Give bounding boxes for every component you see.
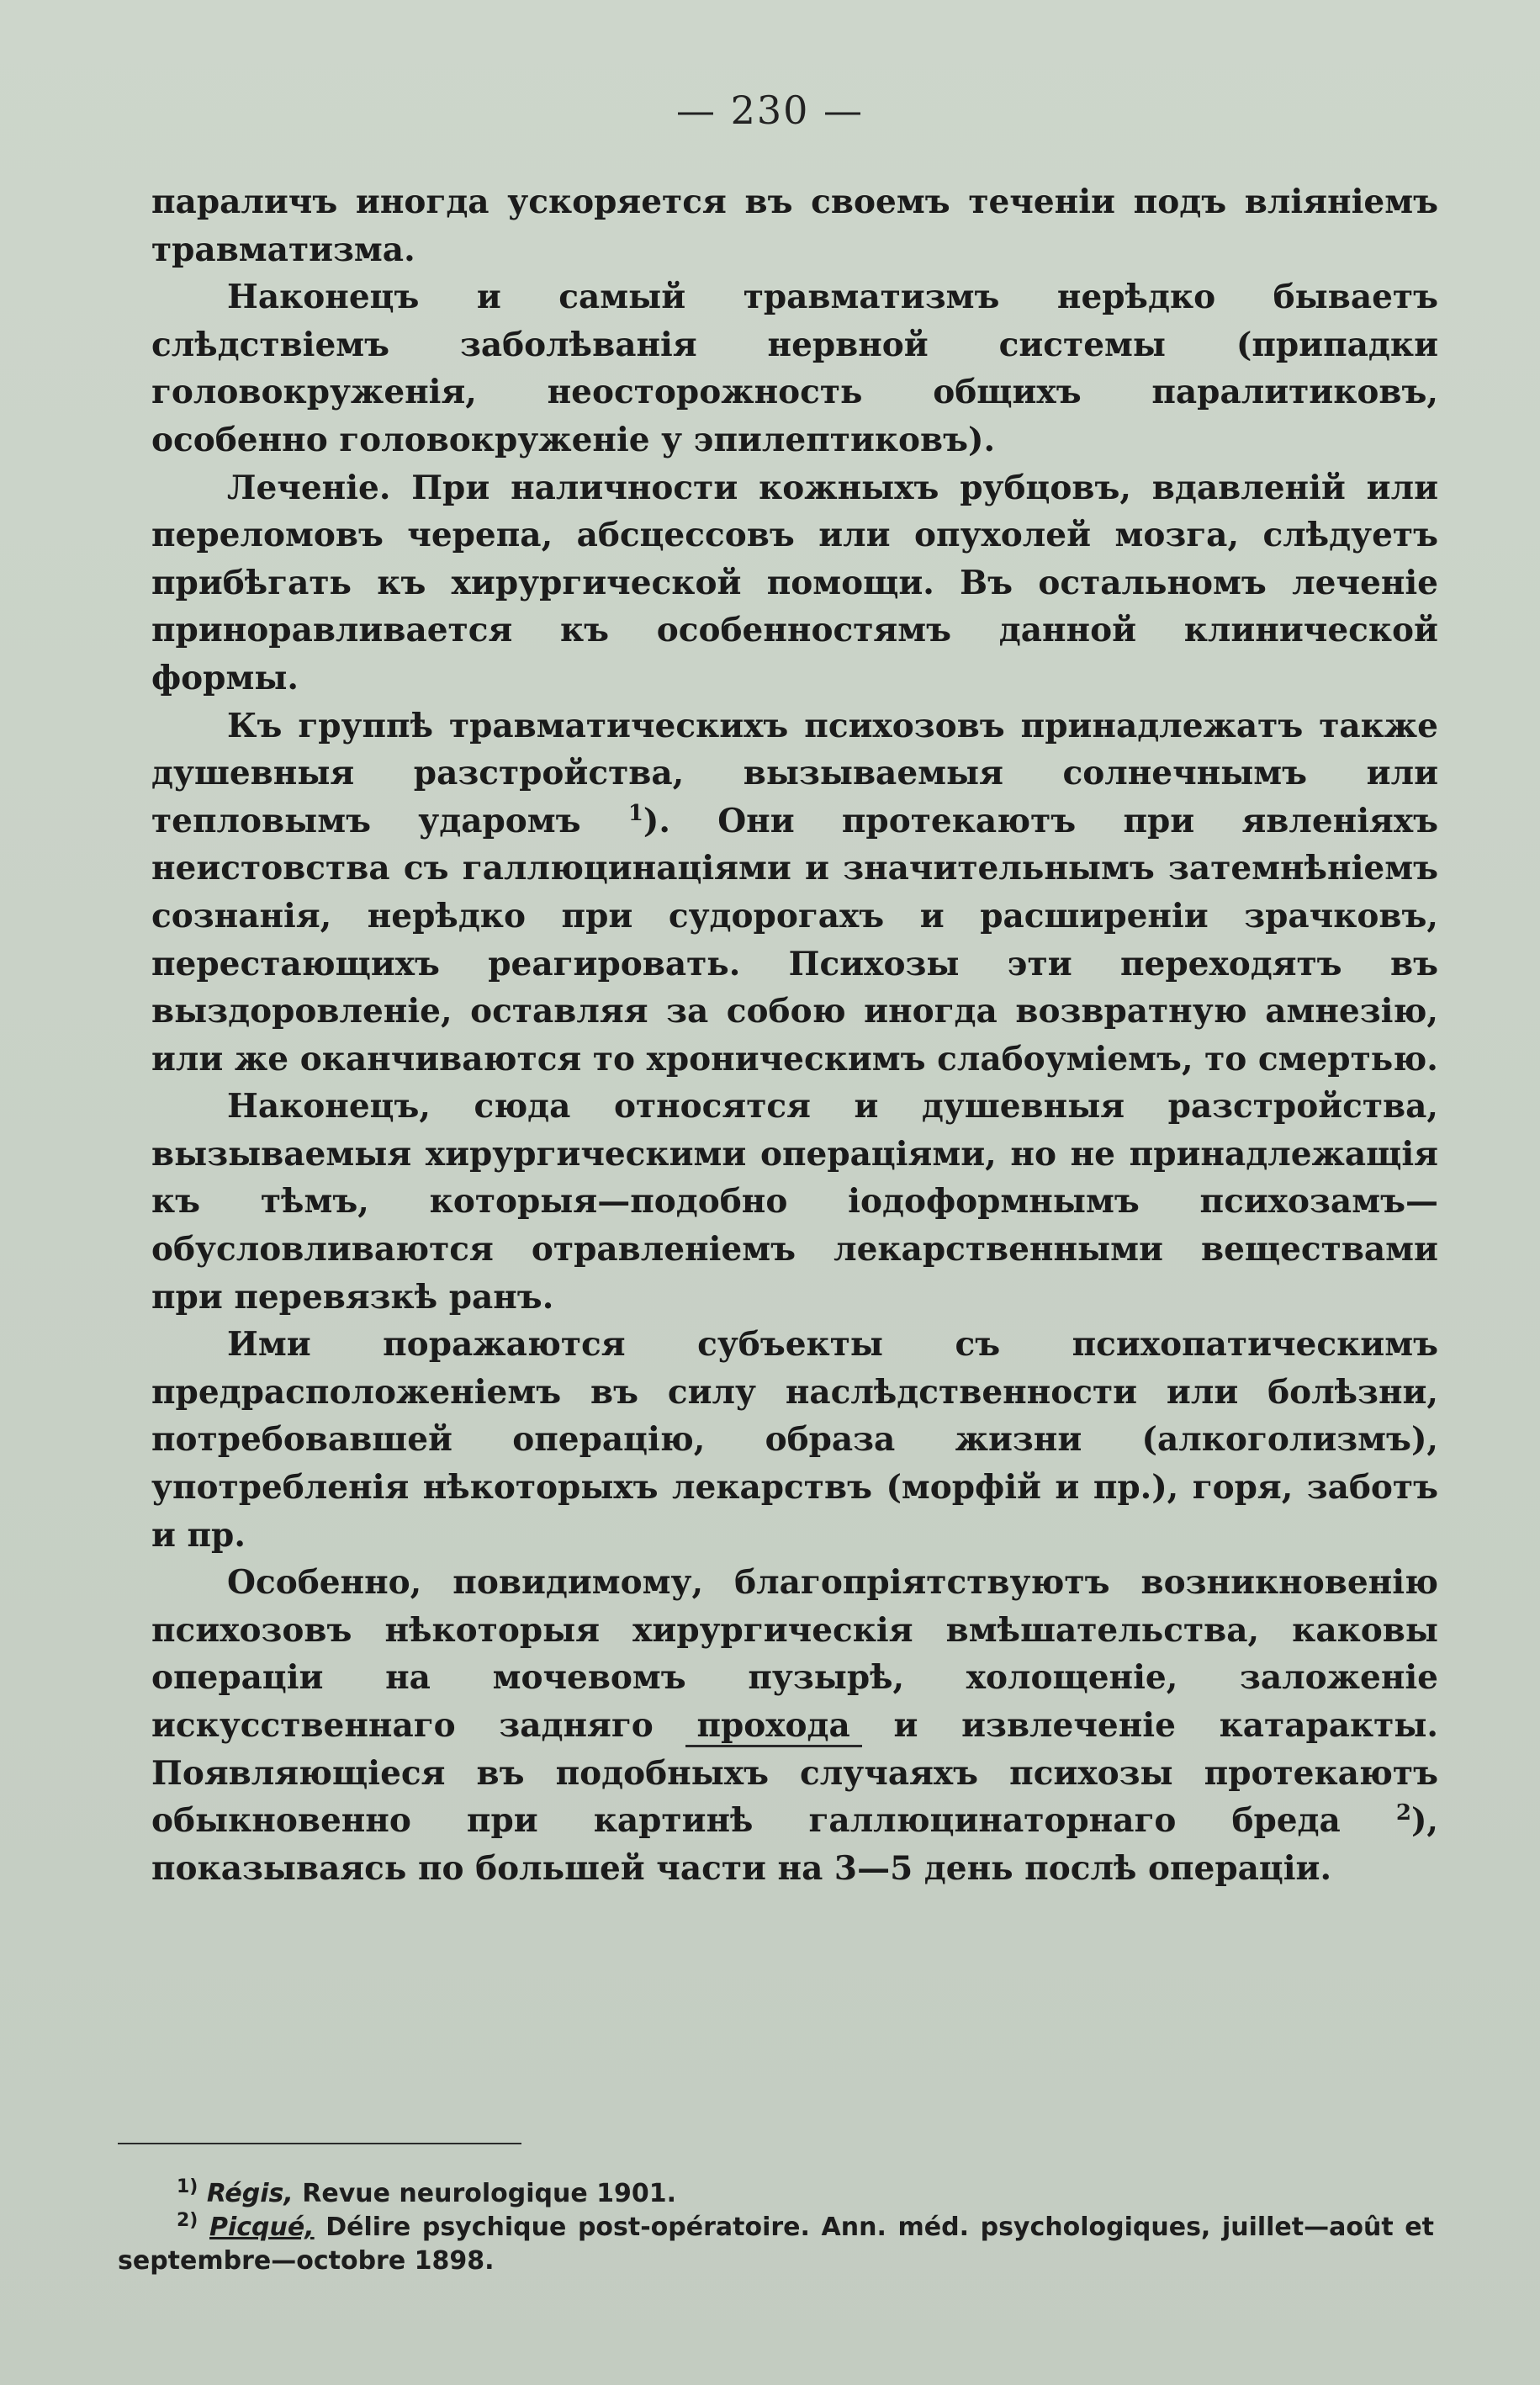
footnote-2-marker: 2) <box>177 2210 198 2231</box>
paragraph-4-part-2: ). Они протекаютъ при явленіяхъ неистовства съ галлюцинаціями и значительнымъ затемнѣніемъ сознанія, нерѣдко при судорогахъ и расширеніи зрачковъ, перестающихъ реагировать. Психозы эти переходятъ въ выздоровленіе, оставляя за собою иногда возвратную амнезію, или же оканчиваются то хроническимъ слабоуміемъ, то смертью. <box>151 801 1439 1079</box>
paragraph-7-part-2: ), показываясь по большей части на 3—5 день послѣ операціи. <box>151 1801 1439 1888</box>
paragraph-7 <box>151 1559 1438 1892</box>
footnote-2-author: Picqué, <box>209 2213 315 2242</box>
paragraph-7-part-1: Особенно, повидимому, благопріятствуютъ возникновенію психозовъ нѣкоторыя хирургическія вмѣшательства, каковы операціи на мочевомъ пузырѣ, холощеніе, заложеніе искусственнаго задняго прохода и извлеченіе катаракты. Появляющіеся въ подобныхъ случаяхъ психозы протекаютъ обыкновенно при картинѣ галлюцинаторнаго бреда <box>151 1563 1438 1841</box>
footnote-1-marker: 1) <box>177 2176 198 2197</box>
footnotes <box>118 2177 1434 2278</box>
footnote-1-text: Revue neurologique 1901. <box>293 2179 677 2208</box>
footnote-2-text: Délire psychique post-opératoire. Ann. méd. psychologiques, juillet—août et septembre—octobre 1898. <box>118 2213 1434 2276</box>
footnote-ref-1: 1 <box>627 800 643 826</box>
footnote-separator <box>118 2143 521 2144</box>
page-number: — 230 — <box>675 87 865 133</box>
footnote-1 <box>118 2177 1434 2211</box>
paragraph-4-part-1: Къ группѣ травматическихъ психозовъ принадлежатъ также душевныя разстройства, вызываемыя солнечнымъ или тепловымъ ударомъ <box>151 706 1438 840</box>
paragraph-4 <box>151 702 1438 1084</box>
footnote-1-author: Régis, <box>206 2179 294 2208</box>
footnote-2 <box>118 2211 1434 2278</box>
paragraph-1: параличъ иногда ускоряется въ своемъ теченіи подъ вліяніемъ травматизма. <box>151 183 1438 269</box>
paragraph-2: Наконецъ и самый травматизмъ нерѣдко бываетъ слѣдствіемъ заболѣванія нервной системы (припадки головокруженія, неосторожность общихъ паралитиковъ, особенно головокруженіе у эпилептиковъ). <box>151 278 1438 459</box>
paragraph-6: Ими поражаются субъекты съ психопатическимъ предрасположеніемъ въ силу наслѣдственности или болѣзни, потребовавшей операцію, образа жизни (алкоголизмъ), употребленія нѣкоторыхъ лекарствъ (морфій и пр.), горя, заботъ и пр. <box>151 1325 1438 1555</box>
paragraph-3: Леченіе. При наличности кожныхъ рубцовъ, вдавленій или переломовъ черепа, абсцессовъ или опухолей мозга, слѣдуетъ прибѣгать къ хирургической помощи. Въ остальномъ леченіе приноравливается къ особенностямъ данной клинической формы. <box>151 468 1438 697</box>
section-end-rule <box>685 1745 862 1747</box>
footnote-ref-2: 2 <box>1395 1800 1411 1826</box>
paragraph-5: Наконецъ, сюда относятся и душевныя разстройства, вызываемыя хирургическими операціями, но не принадлежащія къ тѣмъ, которыя—подобно іодоформнымъ психозамъ—обусловливаются отравленіемъ лекарственными веществами при перевязкѣ ранъ. <box>151 1087 1438 1317</box>
body-text <box>151 178 1438 1892</box>
